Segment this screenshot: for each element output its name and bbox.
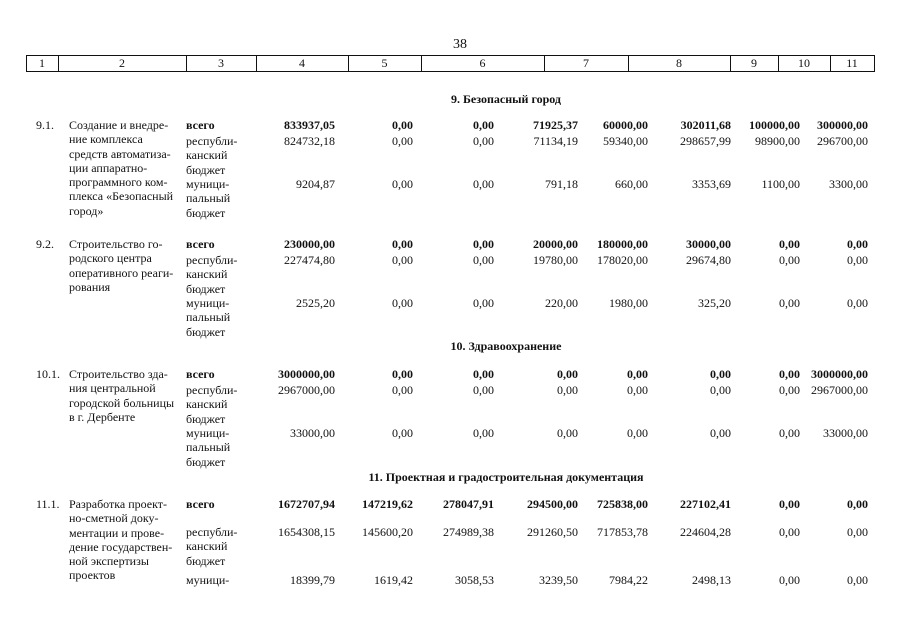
row-name-line: в г. Дербенте <box>69 409 136 424</box>
header-divider <box>544 55 545 72</box>
funding-source-label-line: всего <box>186 497 215 511</box>
header-divider <box>874 55 875 72</box>
value-cell: 0,00 <box>557 383 578 397</box>
value-cell: 0,00 <box>392 426 413 440</box>
funding-source-label <box>186 497 252 511</box>
value-cell: 3000000,00 <box>811 367 868 381</box>
value-cell: 2967000,00 <box>278 383 335 397</box>
page-number: 38 <box>453 37 467 52</box>
value-cell: 9204,87 <box>296 177 335 191</box>
value-cell: 0,00 <box>473 237 494 251</box>
row-name-line: плекса «Безопасный <box>69 189 174 204</box>
section-title: 10. Здравоохранение <box>450 339 562 353</box>
value-cell: 227102,41 <box>680 497 731 511</box>
funding-source-label-line: пальный <box>186 310 231 325</box>
value-cell: 29674,80 <box>686 253 731 267</box>
funding-source-label <box>186 118 252 132</box>
value-cell: 0,00 <box>779 296 800 310</box>
value-cell: 1100,00 <box>761 177 800 191</box>
row-name-line: средств автоматиза- <box>69 146 171 161</box>
funding-source-label-line: бюджет <box>186 205 226 220</box>
value-cell: 3353,69 <box>692 177 731 191</box>
funding-source-label <box>186 237 252 251</box>
funding-source-label-line: муници- <box>186 177 230 191</box>
value-cell: 71925,37 <box>533 118 578 132</box>
value-cell: 0,00 <box>847 497 868 511</box>
value-cell: 791,18 <box>545 177 578 191</box>
value-cell: 294500,00 <box>527 497 578 511</box>
value-cell: 0,00 <box>627 426 648 440</box>
column-header-7: 7 <box>583 56 589 70</box>
column-header-1: 1 <box>39 56 45 70</box>
row-name-line: город» <box>69 203 104 218</box>
value-cell: 33000,00 <box>290 426 335 440</box>
value-cell: 0,00 <box>473 383 494 397</box>
row-name-line: Строительство го- <box>69 237 163 251</box>
funding-source-label-line: республи- <box>186 134 238 148</box>
row-number: 11.1. <box>36 497 60 511</box>
funding-source-label-line: бюджет <box>186 281 226 296</box>
column-header-11: 11 <box>846 56 858 70</box>
value-cell: 3058,53 <box>455 573 494 587</box>
value-cell: 717853,78 <box>597 525 648 539</box>
header-divider <box>256 55 257 72</box>
funding-source-label-line: муници- <box>186 296 230 310</box>
value-cell: 0,00 <box>710 426 731 440</box>
funding-source-label-line: республи- <box>186 253 238 267</box>
value-cell: 0,00 <box>473 253 494 267</box>
funding-source-label <box>186 177 252 220</box>
row-name-line: городской больницы <box>69 395 175 410</box>
funding-source-label-line: бюджет <box>186 162 226 177</box>
value-cell: 0,00 <box>392 296 413 310</box>
funding-source-label <box>186 367 252 381</box>
value-cell: 660,00 <box>615 177 648 191</box>
funding-source-label-line: бюджет <box>186 411 226 426</box>
value-cell: 0,00 <box>779 426 800 440</box>
value-cell: 3300,00 <box>829 177 868 191</box>
header-divider <box>421 55 422 72</box>
value-cell: 0,00 <box>392 367 413 381</box>
funding-source-label-line: канский <box>186 267 228 282</box>
column-header-row <box>26 55 874 73</box>
value-cell: 224604,28 <box>680 525 731 539</box>
value-cell: 33000,00 <box>823 426 868 440</box>
row-name-line: Разработка проект- <box>69 497 168 511</box>
funding-source-label-line: канский <box>186 539 228 554</box>
value-cell: 0,00 <box>392 177 413 191</box>
value-cell: 60000,00 <box>603 118 648 132</box>
row-name-line: ной экспертизы <box>69 554 149 569</box>
value-cell: 0,00 <box>847 253 868 267</box>
row-name <box>69 237 185 294</box>
value-cell: 2498,13 <box>692 573 731 587</box>
funding-source-label-line: бюджет <box>186 324 226 339</box>
value-cell: 0,00 <box>557 367 578 381</box>
funding-source-label <box>186 296 252 339</box>
column-header-2: 2 <box>119 56 125 70</box>
row-name <box>69 497 185 583</box>
row-name <box>69 367 185 424</box>
value-cell: 227474,80 <box>284 253 335 267</box>
funding-source-label <box>186 573 252 587</box>
value-cell: 0,00 <box>779 573 800 587</box>
value-cell: 98900,00 <box>755 134 800 148</box>
value-cell: 59340,00 <box>603 134 648 148</box>
funding-source-label <box>186 383 252 426</box>
value-cell: 0,00 <box>710 367 731 381</box>
value-cell: 824732,18 <box>284 134 335 148</box>
value-cell: 0,00 <box>847 237 868 251</box>
row-name-line: рования <box>69 279 111 294</box>
value-cell: 18399,79 <box>290 573 335 587</box>
value-cell: 0,00 <box>392 383 413 397</box>
value-cell: 1980,00 <box>609 296 648 310</box>
column-header-3: 3 <box>218 56 224 70</box>
header-divider <box>730 55 731 72</box>
value-cell: 274989,38 <box>443 525 494 539</box>
row-name-line: оперативного реаги- <box>69 265 174 280</box>
value-cell: 0,00 <box>392 134 413 148</box>
value-cell: 298657,99 <box>680 134 731 148</box>
value-cell: 2967000,00 <box>811 383 868 397</box>
funding-source-label-line: канский <box>186 397 228 412</box>
section-title: 11. Проектная и градостроительная документация <box>368 470 644 484</box>
row-name-line: ния центральной <box>69 381 156 396</box>
column-header-6: 6 <box>479 56 486 70</box>
value-cell: 3000000,00 <box>278 367 335 381</box>
value-cell: 0,00 <box>847 573 868 587</box>
funding-source-label-line: муници- <box>186 426 230 440</box>
value-cell: 0,00 <box>627 383 648 397</box>
value-cell: 0,00 <box>557 426 578 440</box>
value-cell: 30000,00 <box>686 237 731 251</box>
value-cell: 0,00 <box>392 237 413 251</box>
value-cell: 1672707,94 <box>278 497 335 511</box>
funding-source-label-line: всего <box>186 237 215 251</box>
value-cell: 302011,68 <box>680 118 731 132</box>
column-header-9: 9 <box>751 56 757 70</box>
column-header-8: 8 <box>676 56 682 70</box>
row-name-line: Строительство зда- <box>69 367 168 381</box>
header-divider <box>348 55 349 72</box>
row-name-line: ментации и прове- <box>69 525 165 540</box>
row-number: 9.1. <box>36 118 54 132</box>
funding-source-label <box>186 525 252 568</box>
header-divider <box>830 55 831 72</box>
value-cell: 0,00 <box>779 525 800 539</box>
value-cell: 7984,22 <box>609 573 648 587</box>
value-cell: 833937,05 <box>284 118 335 132</box>
value-cell: 0,00 <box>779 253 800 267</box>
row-name-line: ние комплекса <box>69 132 143 147</box>
funding-source-label-line: республи- <box>186 525 238 539</box>
value-cell: 147219,62 <box>362 497 413 511</box>
row-name-line: дение государствен- <box>69 539 173 554</box>
column-header-4: 4 <box>299 56 305 70</box>
value-cell: 1654308,15 <box>278 525 335 539</box>
header-divider <box>26 55 27 72</box>
funding-source-label-line: республи- <box>186 383 238 397</box>
funding-source-label-line: муници- <box>186 573 230 587</box>
value-cell: 0,00 <box>710 383 731 397</box>
funding-source-label-line: всего <box>186 367 215 381</box>
funding-source-label <box>186 426 252 469</box>
value-cell: 0,00 <box>473 296 494 310</box>
value-cell: 0,00 <box>473 118 494 132</box>
value-cell: 0,00 <box>779 367 800 381</box>
value-cell: 3239,50 <box>539 573 578 587</box>
value-cell: 230000,00 <box>284 237 335 251</box>
value-cell: 0,00 <box>779 497 800 511</box>
value-cell: 145600,20 <box>362 525 413 539</box>
value-cell: 725838,00 <box>597 497 648 511</box>
column-header-10: 10 <box>798 56 810 70</box>
value-cell: 0,00 <box>627 367 648 381</box>
header-divider <box>778 55 779 72</box>
value-cell: 291260,50 <box>527 525 578 539</box>
row-name-line: ции аппаратно- <box>69 160 148 175</box>
value-cell: 0,00 <box>847 525 868 539</box>
value-cell: 220,00 <box>545 296 578 310</box>
value-cell: 0,00 <box>473 177 494 191</box>
value-cell: 0,00 <box>473 426 494 440</box>
funding-source-label <box>186 253 252 296</box>
section-title: 9. Безопасный город <box>451 92 561 106</box>
header-divider <box>628 55 629 72</box>
value-cell: 2525,20 <box>296 296 335 310</box>
value-cell: 20000,00 <box>533 237 578 251</box>
value-cell: 100000,00 <box>749 118 800 132</box>
value-cell: 1619,42 <box>374 573 413 587</box>
funding-source-label-line: пальный <box>186 191 231 206</box>
value-cell: 0,00 <box>392 118 413 132</box>
header-divider <box>58 55 59 72</box>
row-name-line: проектов <box>69 568 116 583</box>
value-cell: 0,00 <box>473 134 494 148</box>
value-cell: 71134,19 <box>533 134 578 148</box>
value-cell: 180000,00 <box>597 237 648 251</box>
row-name-line: родского центра <box>69 251 152 266</box>
row-name-line: но-сметной доку- <box>69 511 159 526</box>
value-cell: 278047,91 <box>443 497 494 511</box>
column-header-5: 5 <box>381 56 388 70</box>
funding-source-label-line: всего <box>186 118 215 132</box>
row-name <box>69 118 185 218</box>
funding-source-label <box>186 134 252 177</box>
value-cell: 0,00 <box>779 237 800 251</box>
value-cell: 296700,00 <box>817 134 868 148</box>
value-cell: 19780,00 <box>533 253 578 267</box>
funding-source-label-line: бюджет <box>186 553 226 568</box>
value-cell: 0,00 <box>473 367 494 381</box>
header-divider <box>186 55 187 72</box>
value-cell: 0,00 <box>392 253 413 267</box>
funding-source-label-line: бюджет <box>186 454 226 469</box>
funding-source-label-line: пальный <box>186 440 231 455</box>
value-cell: 325,20 <box>698 296 731 310</box>
value-cell: 178020,00 <box>597 253 648 267</box>
row-name-line: программного ком- <box>69 175 168 190</box>
row-number: 9.2. <box>36 237 54 251</box>
row-number: 10.1. <box>36 367 60 381</box>
value-cell: 0,00 <box>779 383 800 397</box>
value-cell: 0,00 <box>847 296 868 310</box>
value-cell: 300000,00 <box>817 118 868 132</box>
row-name-line: Создание и внедре- <box>69 118 169 132</box>
funding-source-label-line: канский <box>186 148 228 163</box>
